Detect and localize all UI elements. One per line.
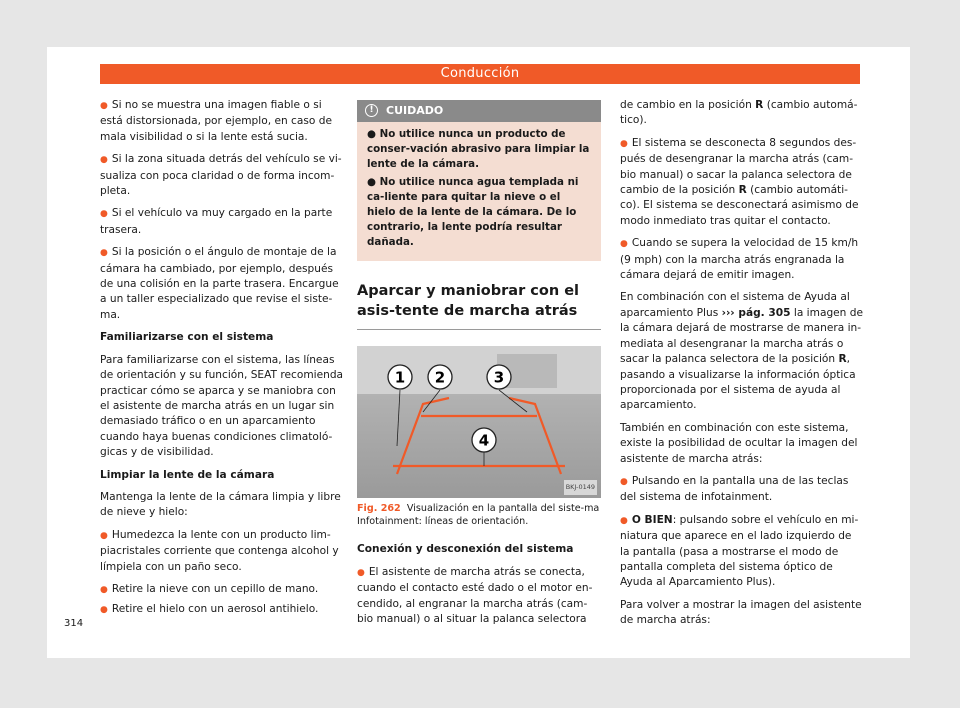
caution-item: ● No utilice nunca un producto de conser-vación abrasivo para limpiar la lente de la cámara.: [367, 128, 590, 170]
callout-label: 3: [493, 368, 505, 387]
figure-code: BKJ-0149: [564, 480, 597, 495]
hide-image-paragraph: También en combinación con este sistema, existe la posibilidad de ocultar la imagen del asistente de marcha atrás:: [620, 421, 858, 465]
parking-aid-paragraph: En combinación con el sistema de Ayuda al aparcamiento Plus ››› pág. 305 la imagen de la cámara dejará de mostrarse de manera in-mediata al desengranar la marcha atrás o sacar la palanca selectora de la posición R, pasando a visualizarse la información óptica proporcionada por el sistema de ayuda al aparcamiento.: [620, 291, 864, 412]
list-item: ● Pulsando en la pantalla una de las teclas del sistema de infotainment.: [620, 474, 849, 504]
bullet-icon: ●: [100, 248, 108, 259]
column-middle: [357, 100, 601, 634]
list-item: ● Si la zona situada detrás del vehículo se vi-sualiza con poca claridad o de forma incom-pleta.: [100, 153, 342, 198]
rear-camera-figure: [357, 346, 601, 498]
list-item: ● O BIEN: pulsando sobre el vehículo en mi-niatura que aparece en el lado izquierdo de la pantalla (pasa a mostrarse el modo de pantalla completa del sistema óptico de Ayuda al Aparcamiento Plus).: [620, 513, 859, 589]
familiarize-paragraph: Para familiarizarse con el sistema, las líneas de orientación y su función, SEAT recomienda practicar cómo se aparca y se maniobra con el asistente de marcha atrás en un lugar sin demasiado tráfico o en un aparcamiento cuando haya buenas condiciones climatoló-gicas y de visibilidad.: [100, 353, 344, 459]
bullet-icon: ●: [100, 605, 108, 616]
list-item: ● El asistente de marcha atrás se conecta, cuando el contacto esté dado o el motor en-cendido, al engranar la marcha atrás (cam-bio manual) o al situar la palanca selectora: [357, 565, 593, 625]
callout-label: 2: [434, 368, 446, 387]
column-left: [100, 98, 344, 626]
caution-header: ! CUIDADO: [357, 100, 601, 122]
list-item: ● Humedezca la lente con un producto lim-piacristales corriente que contenga alcohol y límpiela con un paño seco.: [100, 528, 339, 573]
warning-icon: !: [365, 104, 378, 117]
bullet-icon: ●: [367, 128, 380, 140]
list-item: ● Si la posición o el ángulo de montaje de la cámara ha cambiado, por ejemplo, después de una colisión en la parte trasera. Encargue a un taller especializado que revise el siste-ma.: [100, 246, 339, 321]
bullet-icon: ●: [100, 155, 108, 166]
column-right: [620, 98, 864, 636]
familiarize-heading: Familiarizarse con el sistema: [100, 331, 274, 344]
rear-camera-illustration: [357, 346, 601, 498]
page-number: 314: [64, 618, 84, 629]
bullet-icon: ●: [100, 209, 108, 220]
connection-heading: Conexión y desconexión del sistema: [357, 543, 574, 556]
chapter-header: Conducción: [100, 64, 860, 84]
callout-2: [428, 365, 452, 389]
clean-lens-heading: Limpiar la lente de la cámara: [100, 468, 275, 481]
callout-3: [487, 365, 511, 389]
list-item: ● Retire la nieve con un cepillo de mano.: [100, 582, 319, 595]
bullet-icon: ●: [620, 239, 628, 250]
caution-item: ● No utilice nunca agua templada ni ca-liente para quitar la nieve o el hielo de la lente de la cámara. De lo contrario, la lente podría resultar dañada.: [367, 176, 579, 248]
callout-4: [472, 428, 496, 452]
bullet-icon: ●: [620, 515, 628, 526]
list-item: ● Si no se muestra una imagen fiable o si está distorsionada, por ejemplo, en caso de mala visibilidad o si la lente está sucia.: [100, 99, 332, 143]
section-title: Aparcar y maniobrar con el asis-tente de marcha atrás: [357, 281, 601, 330]
page-reference-link[interactable]: ››› pág. 305: [721, 306, 791, 319]
caution-box: [357, 100, 601, 261]
list-item: ● Si el vehículo va muy cargado en la parte trasera.: [100, 207, 333, 236]
list-item: ● El sistema se desconecta 8 segundos des-pués de desengranar la marcha atrás (cam-bio manual) o sacar la palanca selectora de cambio de la posición R (cambio automáti-co). El sistema se desconectará asimismo de modo inmediato tras quitar el contacto.: [620, 136, 859, 227]
bullet-icon: ●: [620, 476, 628, 487]
bullet-icon: ●: [100, 101, 108, 111]
continuation-paragraph: de cambio en la posición R (cambio automá-tico).: [620, 99, 858, 127]
bullet-icon: ●: [100, 584, 108, 595]
clean-lens-paragraph: Mantenga la lente de la cámara limpia y libre de nieve y hielo:: [100, 490, 341, 519]
bullet-icon: ●: [367, 176, 380, 189]
figure-number: Fig. 262: [357, 503, 401, 515]
bullet-icon: ●: [620, 138, 628, 149]
restore-image-paragraph: Para volver a mostrar la imagen del asistente de marcha atrás:: [620, 598, 862, 627]
list-item: ● Retire el hielo con un aerosol antihielo.: [100, 603, 319, 616]
callout-label: 1: [394, 368, 406, 387]
callout-label: 4: [478, 431, 490, 450]
callout-1: [388, 365, 412, 389]
list-item: ● Cuando se supera la velocidad de 15 km/h (9 mph) con la marcha atrás engranada la cámara dejará de emitir imagen.: [620, 237, 859, 282]
figure-caption: Fig. 262 Visualización en la pantalla del siste-ma Infotainment: líneas de orientación.: [357, 503, 600, 528]
bullet-icon: ●: [357, 567, 365, 578]
bullet-icon: ●: [100, 530, 108, 541]
